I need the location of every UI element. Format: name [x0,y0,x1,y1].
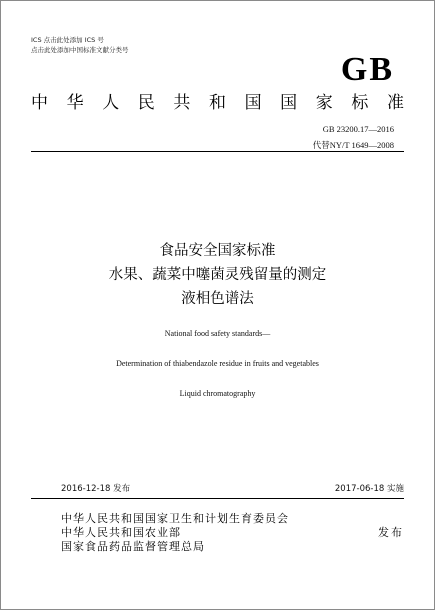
standard-type-title [31,93,404,113]
english-title [1,327,434,401]
classification-block [31,35,129,55]
standard-number-block [313,121,394,153]
issuer-ministry-agriculture: 中华人民共和国农业部 [61,526,181,539]
chinese-title-line-2: 水果、蔬菜中噻菌灵残留量的测定 [108,267,327,283]
issuer-food-drug-administration: 国家食品药品监督管理总局 [61,540,205,553]
issuer-health-commission: 中华人民共和国国家卫生和计划生育委员会 [61,512,289,525]
ics-number: ICS 点击此处添加 ICS 号 [31,36,104,44]
title-char: 准 [386,93,404,113]
title-char: 民 [137,93,155,113]
title-char: 标 [351,93,369,113]
chinese-title-line-3: 液相色谱法 [181,291,254,307]
title-char: 家 [315,93,333,113]
issue-label: 发布 [378,526,404,539]
implementation-date: 2017-06-18 实施 [334,484,404,494]
title-char: 国 [280,93,298,113]
english-title-line-1: National food safety standards— [164,329,271,338]
issuing-organizations [61,512,289,554]
cn-classification-number: 点击此处添加中国标准文献分类号 [31,46,129,54]
chinese-title-line-1: 食品安全国家标准 [159,243,276,259]
header-divider [31,151,404,152]
replaces-standard: 代替NY/T 1649—2008 [312,140,394,150]
issue-date: 2016-12-18 发布 [61,484,131,494]
title-char: 国 [244,93,262,113]
title-char: 和 [208,93,226,113]
gb-logo: GB [340,51,394,88]
standard-number: GB 23200.17—2016 [322,124,394,134]
footer-divider [31,498,404,499]
chinese-title [1,239,434,311]
english-title-line-2: Determination of thiabendazole residue in fruits and vegetables [116,359,319,368]
title-char: 共 [173,93,191,113]
title-char: 中 [31,93,48,113]
english-title-line-3: Liquid chromatography [179,389,256,398]
title-char: 华 [66,93,84,113]
title-char: 人 [102,93,120,113]
